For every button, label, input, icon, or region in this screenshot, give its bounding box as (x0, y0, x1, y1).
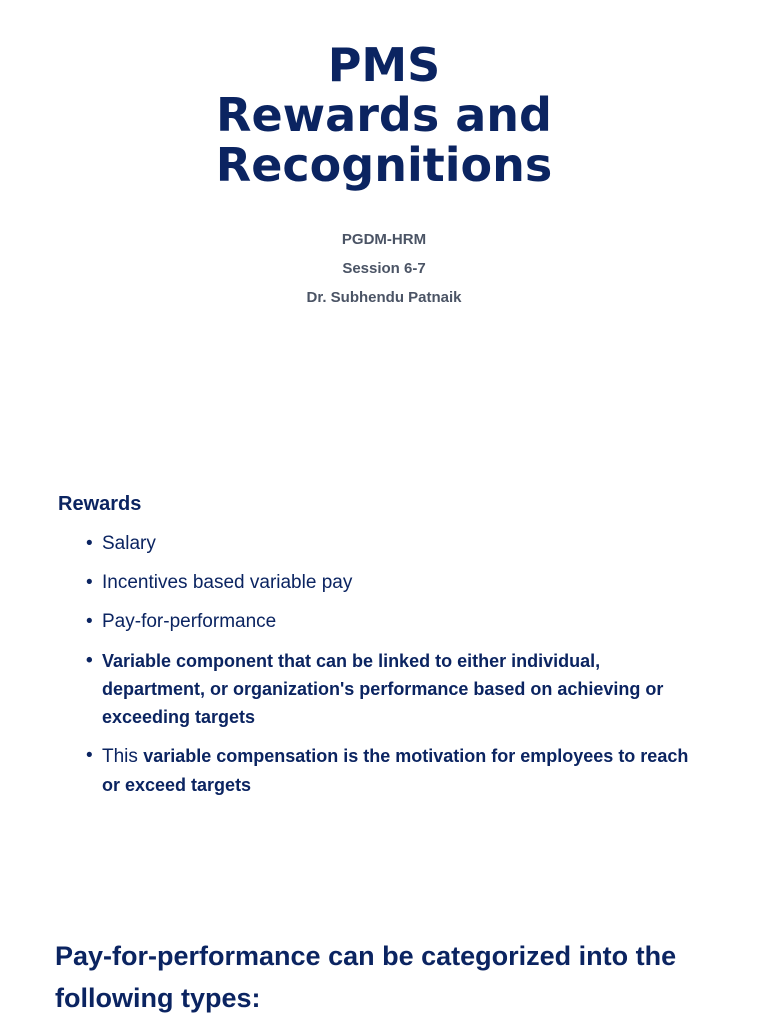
bullet-icon: • (86, 745, 93, 766)
rewards-bullet-list (86, 530, 706, 811)
pay-types-slide (0, 930, 768, 1024)
session-label: Session 6-7 (342, 260, 426, 277)
author-label: Dr. Subhendu Patnaik (306, 289, 462, 306)
bullet-text-prefix: This (102, 746, 144, 767)
title-line: PMS (327, 38, 441, 92)
bullet-text: Incentives based variable pay (102, 572, 353, 593)
bullet-icon: • (86, 650, 93, 671)
pay-types-heading: Pay-for-performance can be categorized into the following types: (55, 941, 677, 1013)
course-label: PGDM-HRM (341, 231, 427, 248)
bullet-item-variable-component (86, 647, 706, 731)
rewards-heading: Rewards (58, 493, 142, 515)
bullet-item-variable-compensation (86, 742, 706, 800)
bullet-item-salary (86, 530, 706, 558)
slide-subtitle (0, 229, 768, 316)
title-line: Rewards and (216, 88, 552, 142)
title-line: Recognitions (215, 138, 553, 192)
rewards-slide (0, 470, 768, 850)
bullet-text: Pay-for-performance (102, 611, 277, 632)
slide-title (0, 40, 768, 190)
bullet-icon: • (86, 611, 93, 632)
bullet-text: Variable component that can be linked to either individual, department, or organization's performance based on achieving or exceeding targets (102, 651, 664, 727)
bullet-text: Salary (102, 533, 156, 554)
bullet-item-pay-for-performance (86, 608, 706, 636)
bullet-icon: • (86, 533, 93, 554)
bullet-text-bold: variable compensation is the motivation for employees to reach or exceed targets (102, 746, 689, 795)
title-slide (0, 0, 768, 440)
bullet-item-incentives (86, 569, 706, 597)
bullet-icon: • (86, 572, 93, 593)
